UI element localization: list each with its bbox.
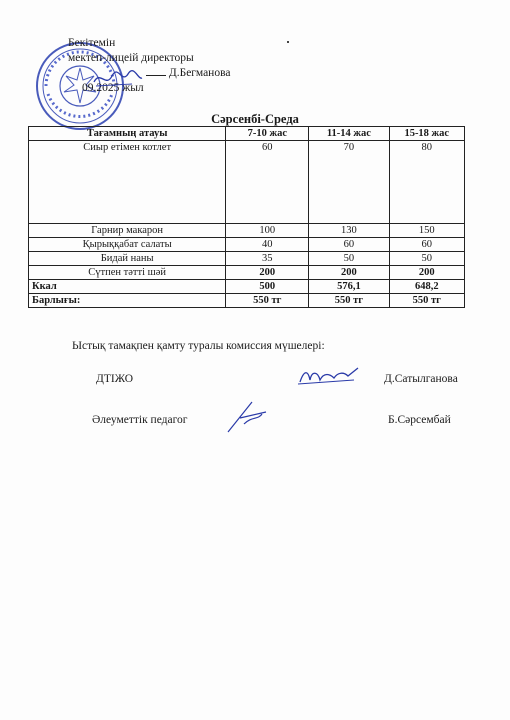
table-header-row bbox=[29, 127, 465, 141]
director-signature-icon bbox=[92, 66, 144, 90]
portion-7-10: 35 bbox=[226, 252, 309, 266]
kcal-7-10: 500 bbox=[226, 280, 309, 294]
portion-11-14: 60 bbox=[309, 238, 389, 252]
commission-title: Ыстық тамақпен қамту туралы комиссия мүшелері: bbox=[72, 340, 325, 352]
total-7-10: 550 тг bbox=[226, 294, 309, 308]
header-age-11-14: 11-14 жас bbox=[309, 127, 389, 141]
kcal-15-18: 648,2 bbox=[389, 280, 464, 294]
portion-11-14: 70 bbox=[309, 141, 389, 224]
total-row bbox=[29, 294, 465, 308]
dish-name: Бидай наны bbox=[29, 252, 226, 266]
portion-11-14: 130 bbox=[309, 224, 389, 238]
portion-15-18: 50 bbox=[389, 252, 464, 266]
member-role: Әлеуметтік педагог bbox=[92, 414, 188, 426]
approval-position: мектеп-лицеій директоры bbox=[68, 52, 194, 64]
dish-name: Гарнир макарон bbox=[29, 224, 226, 238]
portion-15-18: 60 bbox=[389, 238, 464, 252]
table-row bbox=[29, 141, 465, 224]
kcal-11-14: 576,1 bbox=[309, 280, 389, 294]
table-row bbox=[29, 252, 465, 266]
header-dish: Тағамның атауы bbox=[29, 127, 226, 141]
approval-date: 09.2025 жыл bbox=[82, 82, 144, 94]
approval-title: Бекітемін bbox=[68, 37, 116, 49]
kcal-label: Ккал bbox=[29, 280, 226, 294]
header-age-7-10: 7-10 жас bbox=[226, 127, 309, 141]
dish-name: Қырыққабат салаты bbox=[29, 238, 226, 252]
day-title: Сәрсенбі-Среда bbox=[211, 112, 299, 126]
portion-7-10: 200 bbox=[226, 266, 309, 280]
table-row bbox=[29, 266, 465, 280]
table-row bbox=[29, 238, 465, 252]
member-signature-icon bbox=[296, 364, 360, 388]
portion-11-14: 50 bbox=[309, 252, 389, 266]
scan-mark bbox=[287, 41, 289, 43]
dish-name: Сүтпен тәтті шәй bbox=[29, 266, 226, 280]
table-row bbox=[29, 224, 465, 238]
member-signature-icon bbox=[222, 398, 274, 434]
member-name: Б.Сәрсембай bbox=[388, 414, 451, 426]
member-role: ДТІЖО bbox=[96, 373, 134, 385]
portion-15-18: 200 bbox=[389, 266, 464, 280]
dish-name: Сиыр етімен котлет bbox=[29, 141, 226, 224]
portion-7-10: 100 bbox=[226, 224, 309, 238]
portion-15-18: 80 bbox=[389, 141, 464, 224]
total-15-18: 550 тг bbox=[389, 294, 464, 308]
total-label: Барлығы: bbox=[29, 294, 226, 308]
portion-11-14: 200 bbox=[309, 266, 389, 280]
portion-7-10: 60 bbox=[226, 141, 309, 224]
member-name: Д.Сатылганова bbox=[384, 373, 458, 385]
total-11-14: 550 тг bbox=[309, 294, 389, 308]
director-name: Д.Бегманова bbox=[168, 67, 231, 79]
header-age-15-18: 15-18 жас bbox=[389, 127, 464, 141]
portion-7-10: 40 bbox=[226, 238, 309, 252]
menu-table bbox=[28, 126, 465, 308]
kcal-row bbox=[29, 280, 465, 294]
portion-15-18: 150 bbox=[389, 224, 464, 238]
